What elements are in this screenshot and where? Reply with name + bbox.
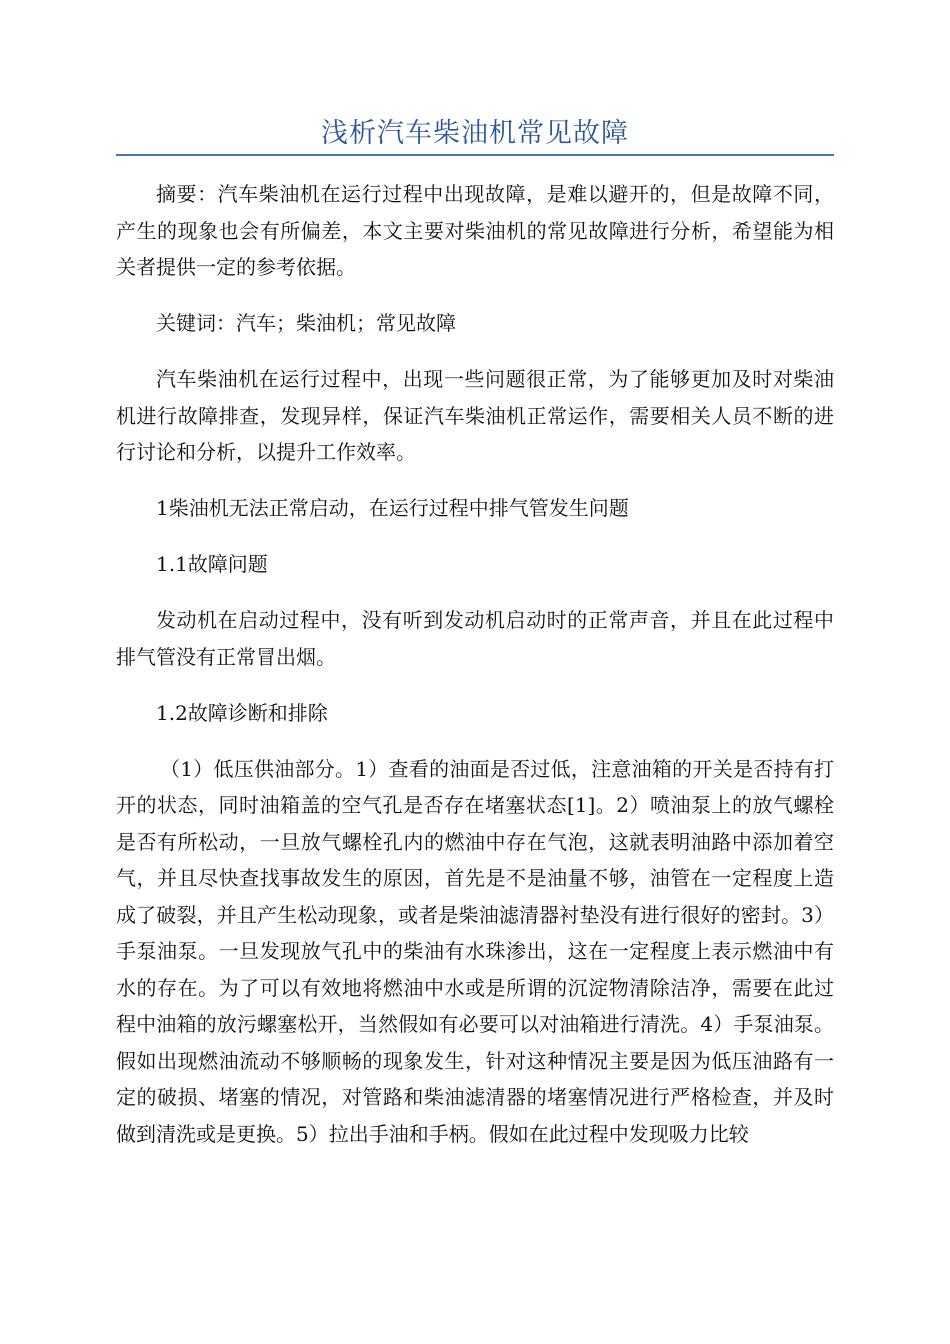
keywords-paragraph: 关键词：汽车；柴油机；常见故障 — [156, 311, 456, 335]
intro-paragraph: 汽车柴油机在运行过程中，出现一些问题很正常，为了能够更加及时对柴油机进行故障排查，发现异样，保证汽车柴油机正常运作，需要相关人员不断的进行讨论和分析，以提升工作效率。 — [116, 367, 834, 464]
page-title: 浅析汽车柴油机常见故障 — [321, 118, 629, 149]
document-body — [116, 176, 834, 1172]
subsection-heading-1-2: 1.2故障诊断和排除 — [156, 700, 328, 725]
section-heading-1: 1柴油机无法正常启动，在运行过程中排气管发生问题 — [156, 496, 629, 520]
subsection-heading-1-1: 1.1故障问题 — [156, 552, 268, 576]
body-paragraph-long: （1）低压供油部分。1）查看的油面是否过低，注意油箱的开关是否持有打开的状态，同时油箱盖的空气孔是否存在堵塞状态[1]。2）喷油泵上的放气螺栓是否有所松动，一旦放气螺栓孔内的燃油中存在气泡，这就表明油路中添加着空气，并且尽快查找事故发生的原因，首先是不是油量不够，油管在一定程度上造成了破裂，并且产生松动现象，或者是柴油滤清器衬垫没有进行很好的密封。3）手泵油泵。一旦发现放气孔中的柴油有水珠渗出，这在一定程度上表示燃油中有水的存在。为了可以有效地将燃油中水或是所谓的沉淀物清除洁净，需要在此过程中油箱的放污螺塞松开，当然假如有必要可以对油箱进行清洗。4）手泵油泵。假如出现燃油流动不够顺畅的现象发生，针对这种情况主要是因为低压油路有一定的破损、堵塞的情况，对管路和柴油滤清器的堵塞情况进行严格检查，并及时做到清洗或是更换。5）拉出手油和手柄。假如在此过程中发现吸力比较 — [116, 756, 834, 1146]
body-paragraph: 发动机在启动过程中，没有听到发动机启动时的正常声音，并且在此过程中排气管没有正常冒出烟。 — [116, 608, 834, 669]
title-underline — [116, 154, 834, 156]
abstract-paragraph: 摘要：汽车柴油机在运行过程中出现故障，是难以避开的，但是故障不同，产生的现象也会有所偏差，本文主要对柴油机的常见故障进行分析，希望能为相关者提供一定的参考依据。 — [116, 182, 834, 279]
